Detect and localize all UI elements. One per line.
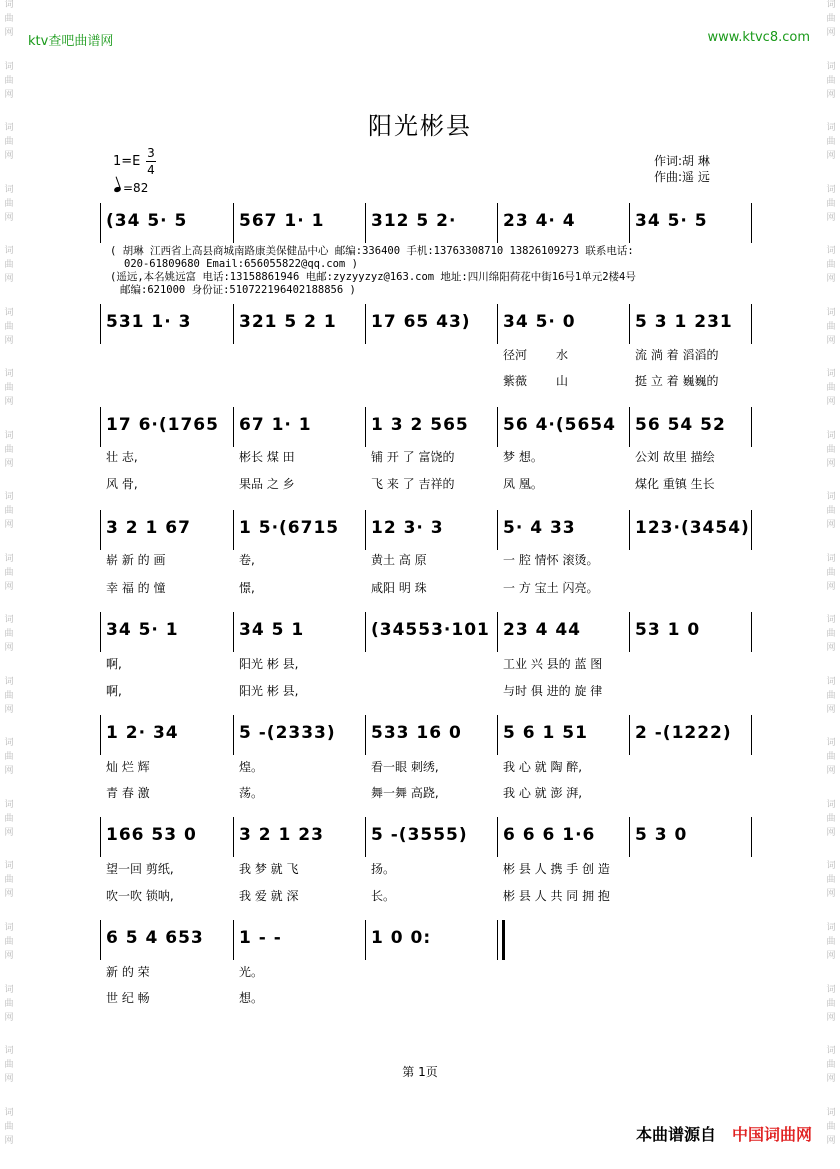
barline bbox=[100, 510, 101, 550]
lyric-segment: 水 bbox=[556, 348, 569, 362]
lyric-segment: 我 爱 就 深 bbox=[239, 889, 299, 903]
measure: 34 5· 1 bbox=[106, 620, 179, 640]
watermark-char: 词 bbox=[826, 1046, 836, 1057]
watermark-char: 网 bbox=[826, 1012, 836, 1023]
lyric-line bbox=[106, 964, 752, 980]
barline bbox=[233, 920, 234, 960]
barline bbox=[629, 510, 630, 550]
watermark-char: 网 bbox=[4, 827, 14, 838]
barline bbox=[497, 510, 498, 550]
contact-line: 020-61809680 Email:656055822@qq.com ) bbox=[124, 258, 358, 270]
lyric-segment: 与时 俱 进的 旋 律 bbox=[503, 684, 603, 698]
measure: 531 1· 3 bbox=[106, 312, 192, 332]
watermark-char: 网 bbox=[826, 274, 836, 285]
lyric-segment: 彬长 煤 田 bbox=[239, 450, 295, 464]
measure: 5· 4 33 bbox=[503, 518, 576, 538]
watermark-right bbox=[824, 0, 838, 1169]
watermark-char: 网 bbox=[826, 1135, 836, 1146]
lyric-segment: 光。 bbox=[239, 965, 264, 979]
credits bbox=[654, 153, 710, 185]
measure: 53 1 0 bbox=[635, 620, 701, 640]
watermark-char: 曲 bbox=[826, 875, 836, 886]
watermark-char: 曲 bbox=[826, 690, 836, 701]
watermark-char: 词 bbox=[4, 1107, 14, 1118]
lyric-line bbox=[106, 990, 752, 1006]
measure: 34 5· 0 bbox=[503, 312, 576, 332]
lyric-segment: 黄土 高 原 bbox=[371, 553, 427, 567]
watermark-char: 词 bbox=[826, 430, 836, 441]
time-signature bbox=[146, 146, 156, 177]
lyric-segment: 想。 bbox=[239, 991, 264, 1005]
measure: 34 5 1 bbox=[239, 620, 305, 640]
watermark-char: 曲 bbox=[4, 629, 14, 640]
watermark-char: 网 bbox=[4, 1012, 14, 1023]
quarter-note-icon bbox=[113, 186, 121, 193]
barline bbox=[497, 407, 498, 447]
watermark-char: 词 bbox=[4, 1046, 14, 1057]
watermark-char: 词 bbox=[4, 984, 14, 995]
lyric-segment: 煤化 重镇 生长 bbox=[635, 477, 715, 491]
lyric-line bbox=[106, 785, 752, 801]
barline bbox=[233, 817, 234, 857]
lyric-segment: 扬。 bbox=[371, 862, 396, 876]
lyric-segment: 新 的 荣 bbox=[106, 965, 150, 979]
barline bbox=[497, 304, 498, 344]
measure: 567 1· 1 bbox=[239, 211, 325, 231]
watermark-char: 网 bbox=[826, 520, 836, 531]
lyric-segment: 煌。 bbox=[239, 760, 264, 774]
barline bbox=[233, 510, 234, 550]
measure: 17 65 43) bbox=[371, 312, 471, 332]
lyric-segment: 彬 县 人 共 同 拥 抱 bbox=[503, 889, 610, 903]
watermark-char: 词 bbox=[826, 369, 836, 380]
measure: 3 2 1 23 bbox=[239, 825, 324, 845]
barline bbox=[629, 304, 630, 344]
watermark-char: 网 bbox=[826, 397, 836, 408]
lyric-line bbox=[106, 759, 752, 775]
barline bbox=[233, 715, 234, 755]
watermark-char: 网 bbox=[826, 212, 836, 223]
barline bbox=[365, 817, 366, 857]
lyric-segment: 卷, bbox=[239, 553, 255, 567]
watermark-char: 词 bbox=[4, 0, 14, 10]
lyric-line bbox=[106, 683, 752, 699]
lyric-segment: 公刘 故里 描绘 bbox=[635, 450, 715, 464]
source-label: 本曲谱源自 bbox=[635, 1125, 716, 1144]
measure: 2 -(1222) bbox=[635, 723, 732, 743]
measure: 6 5 4 653 bbox=[106, 928, 204, 948]
barline bbox=[100, 920, 101, 960]
source-credit bbox=[636, 1122, 812, 1145]
barline bbox=[100, 612, 101, 652]
barline bbox=[100, 817, 101, 857]
measure: 5 3 0 bbox=[635, 825, 688, 845]
lyric-segment: 我 心 就 澎 湃, bbox=[503, 786, 583, 800]
watermark-char: 词 bbox=[826, 676, 836, 687]
watermark-char: 网 bbox=[4, 397, 14, 408]
barline bbox=[497, 817, 498, 857]
watermark-char: 曲 bbox=[4, 1121, 14, 1132]
lyric-line bbox=[106, 861, 752, 877]
measure: 17 6·(1765 bbox=[106, 415, 219, 435]
watermark-char: 词 bbox=[826, 738, 836, 749]
measure: 67 1· 1 bbox=[239, 415, 312, 435]
watermark-char: 词 bbox=[826, 123, 836, 134]
watermark-char: 网 bbox=[826, 889, 836, 900]
measure: 56 4·(5654 bbox=[503, 415, 616, 435]
contact-line: ( 胡琳 江西省上高县商城南路康美保健品中心 邮编:336400 手机:13763308710 13826109273 联系电话: bbox=[110, 245, 634, 257]
watermark-char: 曲 bbox=[4, 936, 14, 947]
watermark-char: 网 bbox=[4, 704, 14, 715]
lyric-segment: 凤 凰。 bbox=[503, 477, 543, 491]
watermark-char: 曲 bbox=[4, 752, 14, 763]
barline bbox=[751, 612, 752, 652]
lyric-segment: 憬, bbox=[239, 581, 255, 595]
lyric-line bbox=[106, 888, 752, 904]
lyric-line bbox=[106, 476, 752, 492]
watermark-char: 网 bbox=[4, 581, 14, 592]
barline bbox=[365, 407, 366, 447]
barline bbox=[497, 715, 498, 755]
barline bbox=[365, 203, 366, 243]
watermark-char: 曲 bbox=[826, 383, 836, 394]
watermark-char: 网 bbox=[4, 1074, 14, 1085]
barline bbox=[751, 715, 752, 755]
measure: 5 6 1 51 bbox=[503, 723, 588, 743]
measure: 5 3 1 231 bbox=[635, 312, 733, 332]
lyric-segment: 工业 兴 县的 蓝 图 bbox=[503, 657, 603, 671]
watermark-char: 网 bbox=[826, 1074, 836, 1085]
watermark-char: 网 bbox=[826, 581, 836, 592]
lyric-segment: 果品 之 乡 bbox=[239, 477, 295, 491]
staff-row bbox=[100, 510, 752, 550]
watermark-char: 词 bbox=[4, 61, 14, 72]
watermark-char: 词 bbox=[826, 492, 836, 503]
lyric-line bbox=[106, 373, 752, 389]
measure: 5 -(2333) bbox=[239, 723, 336, 743]
lyric-segment: 飞 来 了 吉祥的 bbox=[371, 477, 455, 491]
lyric-segment: 幸 福 的 憧 bbox=[106, 581, 166, 595]
barline bbox=[233, 612, 234, 652]
lyric-segment: 彬 县 人 携 手 创 造 bbox=[503, 862, 610, 876]
watermark-char: 词 bbox=[4, 430, 14, 441]
measure: 1 - - bbox=[239, 928, 282, 948]
barline bbox=[751, 407, 752, 447]
watermark-char: 网 bbox=[826, 335, 836, 346]
lyric-segment: 长。 bbox=[371, 889, 396, 903]
watermark-char: 曲 bbox=[4, 260, 14, 271]
watermark-char: 曲 bbox=[4, 875, 14, 886]
lyric-segment: 咸阳 明 珠 bbox=[371, 581, 427, 595]
watermark-char: 网 bbox=[4, 274, 14, 285]
watermark-char: 词 bbox=[826, 246, 836, 257]
measure: 123·(3454) bbox=[635, 518, 750, 538]
watermark-char: 曲 bbox=[826, 1060, 836, 1071]
barline bbox=[751, 817, 752, 857]
watermark-char: 词 bbox=[826, 184, 836, 195]
lyric-segment: 啊, bbox=[106, 684, 122, 698]
lyric-segment: 壮 志, bbox=[106, 450, 138, 464]
watermark-char: 网 bbox=[4, 151, 14, 162]
lyric-segment: 一 方 宝土 闪亮。 bbox=[503, 581, 599, 595]
source-brand[interactable]: 中国词曲网 bbox=[731, 1125, 812, 1144]
watermark-char: 词 bbox=[4, 922, 14, 933]
watermark-char: 词 bbox=[4, 553, 14, 564]
lyric-segment: 看一眼 刺绣, bbox=[371, 760, 439, 774]
watermark-char: 网 bbox=[4, 89, 14, 100]
watermark-char: 网 bbox=[4, 643, 14, 654]
page-number: 第 1页 bbox=[402, 1065, 438, 1079]
watermark-char: 曲 bbox=[4, 321, 14, 332]
watermark-char: 词 bbox=[4, 492, 14, 503]
watermark-char: 网 bbox=[4, 520, 14, 531]
watermark-char: 词 bbox=[826, 61, 836, 72]
barline bbox=[233, 407, 234, 447]
watermark-char: 词 bbox=[4, 738, 14, 749]
lyric-segment: 梦 想。 bbox=[503, 450, 543, 464]
barline bbox=[100, 304, 101, 344]
measure: 1 5·(6715 bbox=[239, 518, 340, 538]
watermark-char: 网 bbox=[826, 766, 836, 777]
lyric-segment: 世 纪 畅 bbox=[106, 991, 150, 1005]
watermark-char: 网 bbox=[4, 889, 14, 900]
watermark-char: 曲 bbox=[826, 260, 836, 271]
watermark-char: 曲 bbox=[826, 936, 836, 947]
watermark-char: 曲 bbox=[826, 444, 836, 455]
lyric-segment: 阳光 彬 县, bbox=[239, 684, 299, 698]
time-sig-bottom: 4 bbox=[147, 163, 155, 177]
lyric-line bbox=[106, 449, 752, 465]
lyric-segment: 一 腔 情怀 滚烫。 bbox=[503, 553, 599, 567]
watermark-char: 网 bbox=[826, 827, 836, 838]
measure: 6 6 6 1·6 bbox=[503, 825, 596, 845]
watermark-char: 曲 bbox=[826, 506, 836, 517]
tempo-marking: =82 bbox=[114, 181, 148, 195]
watermark-char: 词 bbox=[4, 184, 14, 195]
lyric-segment: 我 心 就 陶 醉, bbox=[503, 760, 583, 774]
lyric-segment: 舞一舞 高跷, bbox=[371, 786, 439, 800]
measure bbox=[635, 926, 745, 950]
lyric-segment: 流 淌 着 滔滔的 bbox=[635, 348, 719, 362]
staff-row bbox=[100, 715, 752, 755]
watermark-char: 网 bbox=[4, 458, 14, 469]
measure: 12 3· 3 bbox=[371, 518, 444, 538]
watermark-char: 词 bbox=[4, 615, 14, 626]
lyric-segment: 荡。 bbox=[239, 786, 264, 800]
watermark-char: 词 bbox=[4, 369, 14, 380]
measure: 312 5 2· bbox=[371, 211, 457, 231]
measure: 533 16 0 bbox=[371, 723, 462, 743]
final-barline-thin bbox=[497, 920, 498, 960]
lyric-segment: 我 梦 就 飞 bbox=[239, 862, 299, 876]
watermark-char: 网 bbox=[4, 335, 14, 346]
measure: 5 -(3555) bbox=[371, 825, 468, 845]
staff-row bbox=[100, 407, 752, 447]
barline bbox=[751, 510, 752, 550]
watermark-char: 曲 bbox=[826, 75, 836, 86]
watermark-char: 曲 bbox=[4, 998, 14, 1009]
contact-info bbox=[110, 245, 750, 297]
lyric-segment: 紫薇 bbox=[503, 374, 528, 388]
composer: 作曲:遥 远 bbox=[654, 170, 710, 184]
watermark-char: 曲 bbox=[4, 444, 14, 455]
watermark-left bbox=[2, 0, 16, 1169]
barline bbox=[100, 407, 101, 447]
watermark-char: 词 bbox=[826, 615, 836, 626]
watermark-char: 曲 bbox=[826, 629, 836, 640]
header-site-url[interactable]: www.ktvc8.com bbox=[707, 30, 810, 45]
measure: (34 5· 5 bbox=[106, 211, 188, 231]
measure: 1 0 0: bbox=[371, 928, 432, 948]
staff-row bbox=[100, 304, 752, 344]
watermark-char: 词 bbox=[826, 0, 836, 10]
watermark-char: 曲 bbox=[4, 567, 14, 578]
song-title: 阳光彬县 bbox=[368, 112, 472, 140]
lyric-segment: 望一回 剪纸, bbox=[106, 862, 174, 876]
watermark-char: 词 bbox=[4, 799, 14, 810]
watermark-char: 曲 bbox=[826, 14, 836, 24]
watermark-char: 曲 bbox=[4, 137, 14, 148]
lyric-line bbox=[106, 552, 752, 568]
watermark-char: 曲 bbox=[4, 506, 14, 517]
watermark-char: 曲 bbox=[826, 752, 836, 763]
measure: 23 4· 4 bbox=[503, 211, 576, 231]
watermark-char: 曲 bbox=[4, 75, 14, 86]
measure: (34553·101 bbox=[371, 620, 490, 640]
measure: 56 54 52 bbox=[635, 415, 726, 435]
watermark-char: 网 bbox=[4, 212, 14, 223]
lyric-segment: 挺 立 着 巍巍的 bbox=[635, 374, 719, 388]
lyric-segment: 阳光 彬 县, bbox=[239, 657, 299, 671]
watermark-char: 词 bbox=[826, 861, 836, 872]
barline bbox=[365, 510, 366, 550]
time-sig-top: 3 bbox=[147, 146, 155, 160]
lyric-line bbox=[106, 656, 752, 672]
watermark-char: 网 bbox=[826, 458, 836, 469]
watermark-char: 曲 bbox=[4, 690, 14, 701]
watermark-char: 网 bbox=[4, 766, 14, 777]
measure: 3 2 1 67 bbox=[106, 518, 191, 538]
measure: 1 3 2 565 bbox=[371, 415, 469, 435]
watermark-char: 曲 bbox=[826, 137, 836, 148]
barline bbox=[365, 612, 366, 652]
barline bbox=[365, 304, 366, 344]
watermark-char: 网 bbox=[826, 89, 836, 100]
watermark-char: 曲 bbox=[826, 813, 836, 824]
measure: 321 5 2 1 bbox=[239, 312, 337, 332]
contact-line: 邮编:621000 身份证:510722196402188856 ) bbox=[120, 284, 356, 296]
watermark-char: 曲 bbox=[826, 567, 836, 578]
watermark-char: 词 bbox=[4, 123, 14, 134]
measure bbox=[503, 926, 627, 950]
watermark-char: 网 bbox=[826, 643, 836, 654]
barline bbox=[629, 612, 630, 652]
watermark-char: 网 bbox=[4, 950, 14, 961]
lyric-segment: 啊, bbox=[106, 657, 122, 671]
lyric-segment: 铺 开 了 富饶的 bbox=[371, 450, 455, 464]
barline bbox=[629, 817, 630, 857]
watermark-char: 词 bbox=[826, 984, 836, 995]
watermark-char: 网 bbox=[826, 28, 836, 38]
barline bbox=[629, 203, 630, 243]
watermark-char: 网 bbox=[826, 950, 836, 961]
watermark-char: 网 bbox=[826, 151, 836, 162]
staff-row bbox=[100, 203, 752, 243]
barline bbox=[100, 715, 101, 755]
lyric-line bbox=[106, 347, 752, 363]
watermark-char: 词 bbox=[4, 246, 14, 257]
lyric-segment: 风 骨, bbox=[106, 477, 138, 491]
barline bbox=[365, 920, 366, 960]
barline bbox=[497, 203, 498, 243]
staff-row bbox=[100, 817, 752, 857]
contact-line: (遥远,本名姚远富 电话:13158861946 电邮:zyzyyzyz@163.com 地址:四川绵阳荷花中街16号1单元2楼4号 bbox=[110, 271, 636, 283]
staff-row bbox=[100, 612, 752, 652]
watermark-char: 曲 bbox=[4, 14, 14, 24]
barline bbox=[233, 304, 234, 344]
watermark-char: 曲 bbox=[826, 198, 836, 209]
lyric-segment: 青 春 激 bbox=[106, 786, 150, 800]
lyric-line bbox=[106, 580, 752, 596]
watermark-char: 曲 bbox=[4, 383, 14, 394]
watermark-char: 曲 bbox=[4, 813, 14, 824]
lyric-segment: 灿 烂 辉 bbox=[106, 760, 150, 774]
watermark-char: 词 bbox=[826, 799, 836, 810]
lyric-segment: 崭 新 的 画 bbox=[106, 553, 166, 567]
watermark-char: 曲 bbox=[4, 1060, 14, 1071]
lyricist: 作词:胡 琳 bbox=[654, 154, 710, 168]
measure: 23 4 44 bbox=[503, 620, 581, 640]
lyric-segment: 吹一吹 锁呐, bbox=[106, 889, 174, 903]
staff-row bbox=[100, 920, 752, 960]
barline bbox=[233, 203, 234, 243]
watermark-char: 词 bbox=[826, 307, 836, 318]
lyric-segment: 山 bbox=[556, 374, 569, 388]
barline bbox=[751, 304, 752, 344]
watermark-char: 曲 bbox=[4, 198, 14, 209]
measure: 34 5· 5 bbox=[635, 211, 708, 231]
watermark-char: 网 bbox=[4, 1135, 14, 1146]
watermark-char: 曲 bbox=[826, 1121, 836, 1132]
watermark-char: 词 bbox=[4, 676, 14, 687]
measure: 1 2· 34 bbox=[106, 723, 179, 743]
watermark-char: 曲 bbox=[826, 998, 836, 1009]
barline bbox=[629, 407, 630, 447]
watermark-char: 词 bbox=[826, 1107, 836, 1118]
barline bbox=[629, 715, 630, 755]
key-signature: 1=E bbox=[113, 154, 141, 169]
watermark-char: 词 bbox=[4, 307, 14, 318]
watermark-char: 词 bbox=[826, 553, 836, 564]
barline bbox=[751, 203, 752, 243]
measure: 166 53 0 bbox=[106, 825, 197, 845]
barline bbox=[365, 715, 366, 755]
watermark-char: 曲 bbox=[826, 321, 836, 332]
barline bbox=[497, 612, 498, 652]
barline bbox=[100, 203, 101, 243]
watermark-char: 词 bbox=[4, 861, 14, 872]
lyric-segment: 径河 bbox=[503, 348, 528, 362]
watermark-char: 词 bbox=[826, 922, 836, 933]
header-site-name[interactable]: ktv查吧曲谱网 bbox=[28, 34, 114, 49]
watermark-char: 网 bbox=[4, 28, 14, 38]
watermark-char: 网 bbox=[826, 704, 836, 715]
